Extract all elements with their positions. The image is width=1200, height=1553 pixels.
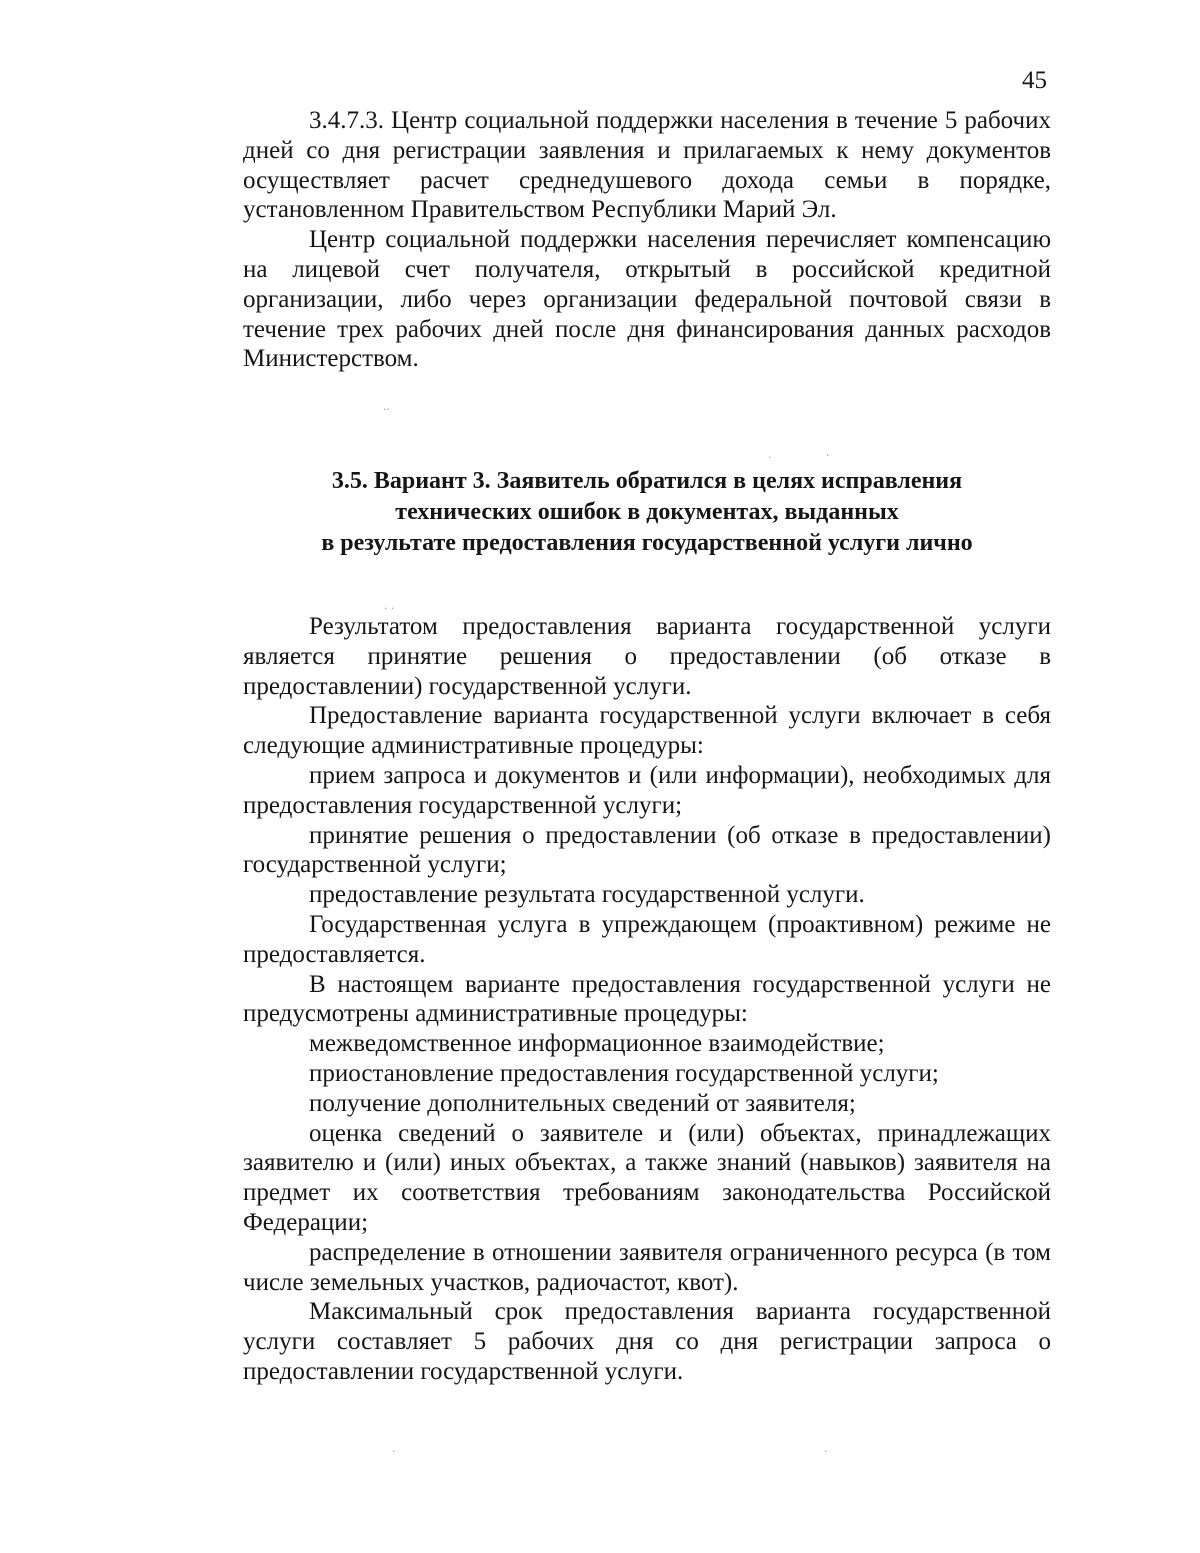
paragraph: Центр социальной поддержки населения перечисляет компенсацию на лицевой счет получателя, открытый в российской кредитной организации, либо через организации федеральной почтовой связи в течение трех рабочих дней после дня финансирования данных расходов Министерством. <box>243 226 1051 373</box>
paragraph: Предоставление варианта государственной услуги включает в себя следующие административные процедуры: <box>243 702 1051 760</box>
scan-speck: ·⋅ <box>383 403 390 416</box>
section-heading-line: 3.5. Вариант 3. Заявитель обратился в целях исправления <box>331 468 963 494</box>
paragraph: приостановление предоставления государственной услуги; <box>309 1059 939 1087</box>
page-number: 45 <box>1022 67 1047 94</box>
paragraph: распределение в отношении заявителя ограниченного ресурса (в том числе земельных участков, радиочастот, квот). <box>243 1238 1051 1296</box>
scan-speck: · · <box>384 602 395 615</box>
section-heading-line: в результате предоставления государственной услуги лично <box>321 530 973 556</box>
scan-speck: · <box>768 451 772 464</box>
paragraph: межведомственное информационное взаимодействие; <box>309 1030 885 1058</box>
paragraph: принятие решения о предоставлении (об отказе в предоставлении) государственной услуги; <box>243 821 1051 879</box>
scan-speck: · <box>826 449 830 462</box>
top-text-block <box>243 106 1051 374</box>
paragraph: оценка сведений о заявителе и (или) объектах, принадлежащих заявителю и (или) иных объектах, а также знаний (навыков) заявителя на предмет их соответствия требованиям законодательства Российской Федерации; <box>243 1119 1051 1236</box>
scan-speck: · <box>824 1445 828 1458</box>
scan-speck: · <box>392 1445 396 1458</box>
paragraph: В настоящем варианте предоставления государственной услуги не предусмотрены административные процедуры: <box>243 970 1051 1028</box>
paragraph: предоставление результата государственной услуги. <box>309 881 865 909</box>
paragraph: Государственная услуга в упреждающем (проактивном) режиме не предоставляется. <box>243 910 1051 968</box>
paragraph: Максимальный срок предоставления варианта государственной услуги составляет 5 рабочих дня со дня регистрации запроса о предоставлении государственной услуги. <box>243 1298 1051 1385</box>
paragraph: Результатом предоставления варианта государственной услуги является принятие решения о предоставлении (об отказе в предоставлении) государственной услуги. <box>243 613 1051 700</box>
paragraph: получение дополнительных сведений от заявителя; <box>309 1089 856 1117</box>
section-heading <box>243 466 1051 559</box>
paragraph: прием запроса и документов и (или информации), необходимых для предоставления государственной услуги; <box>243 761 1051 819</box>
section-heading-line: технических ошибок в документах, выданных <box>395 499 899 525</box>
section-body <box>243 612 1051 1387</box>
paragraph: 3.4.7.3. Центр социальной поддержки населения в течение 5 рабочих дней со дня регистрации заявления и прилагаемых к нему документов осуществляет расчет среднедушевого дохода семьи в порядке, установленном Правительством Республики Марий Эл. <box>243 107 1051 224</box>
